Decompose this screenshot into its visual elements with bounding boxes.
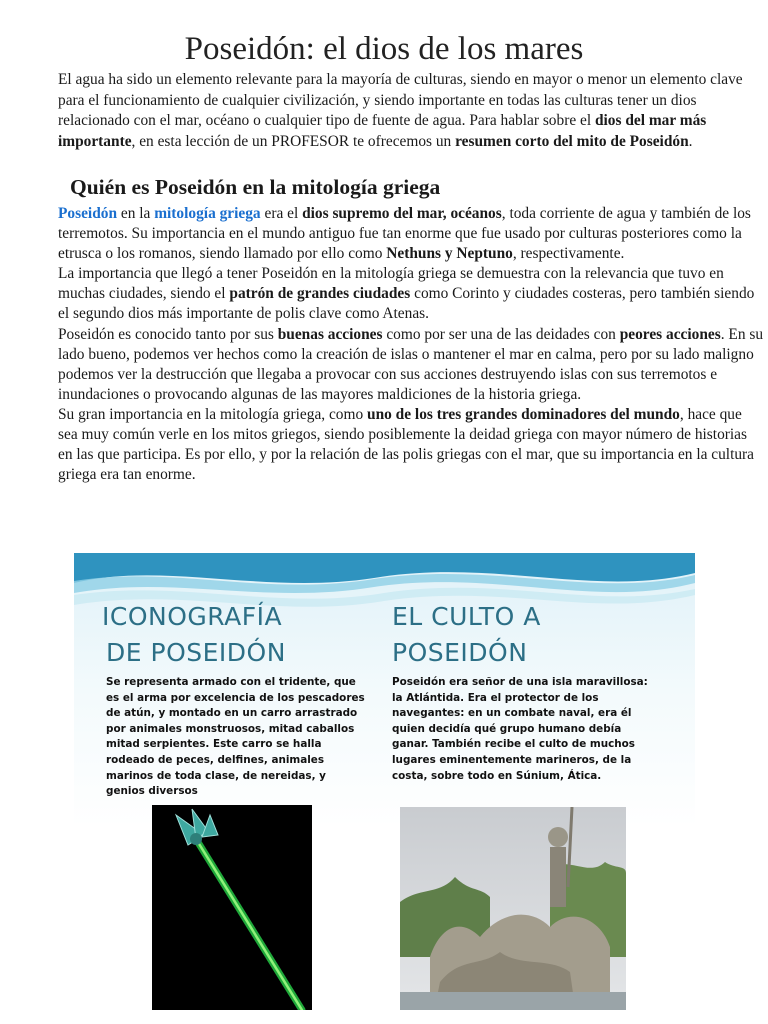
mitologia-link[interactable]: mitología griega [154,205,261,222]
section-heading: Quién es Poseidón en la mitología griega [70,175,441,199]
p2-text-2: como Corinto y ciudades costeras, pero también siendo el segundo dios más importante de polis clave como Atenas. [58,285,755,323]
p1-text-4: , respectivamente. [512,245,625,263]
page-title: Poseidón: el dios de los mares [184,31,584,67]
p3-text-3: . En su lado bueno, podemos ver hechos como la creación de islas o mantener el mar en calma, pero por su lado maligno podemos ver la destrucción que llegaba a provocar con sus acciones destruyendo islas con sus terremotos e inundaciones o provocando algunas de las mayores maldiciones de la historia griega. [58,325,764,403]
culto-heading-2: POSEIDÓN [392,638,528,667]
article-body [58,204,764,485]
p1-text-3: , toda corriente de agua y también de los terremotos. Su importancia en el mundo antiguo fue tan enorme que fue usado por culturas posteriores como la etrusca o los romanos, siendo llamado por ello como [58,205,751,263]
intro-text-3: . [688,132,693,150]
p4-bold-1: uno de los tres grandes dominadores del mundo [367,405,680,423]
intro-bold-1: dios del mar más importante [58,112,707,150]
paragraph-1 [58,204,764,264]
intro-bold-2: resumen corto del mito de Poseidón [455,132,689,150]
culto-text: Poseidón era señor de una isla maravillosa: la Atlántida. Era el protector de los navegantes: en un combate naval, era él quien decidía qué grupo humano debía ganar. También recibe el culto de muchos lugares eminentemente marineros, de la costa, sobre todo en Súnium, Ática. [392,676,648,782]
p3-text-2: como por ser una de las deidades con [382,325,620,343]
p2-bold-1: patrón de grandes ciudades [229,285,411,303]
paragraph-2 [58,264,764,324]
p1-bold-1: dios supremo del mar, océanos [302,205,502,222]
iconografia-text: Se representa armado con el tridente, que es el arma por excelencia de los pescadores de atún, y montado en un carro arrastrado por animales monstruosos, mitad caballos mitad serpientes. Este carro se halla rodeado de peces, delfines, animales marinos de toda clase, de nereidas, y genios diversos [106,676,365,798]
p1-bold-2: Nethuns y Neptuno [386,245,513,263]
p4-text-1: Su gran importancia en la mitología griega, como [58,405,368,423]
p1-text-1: en la [117,205,155,222]
trident-image [152,805,312,1010]
intro-text-1: El agua ha sido un elemento relevante para la mayoría de culturas, siendo en mayor o menor un elemento clave para el funcionamiento de cualquier civilización, y siendo importante en todas las culturas tener un dios relacionado con el mar, océano o cualquier tipo de fuente de agua. Para hablar sobre el [58,71,743,129]
poseidon-link[interactable]: Poseidón [58,205,118,222]
p3-bold-1: buenas acciones [277,325,383,343]
iconografia-heading-1: ICONOGRAFÍA [102,602,283,631]
iconografia-heading-2: DE POSEIDÓN [106,638,286,667]
intro-paragraph [58,70,758,152]
paragraph-3 [58,325,764,405]
info-slide-image [74,553,695,1010]
intro-text-2: , en esta lección de un PROFESOR te ofrecemos un [131,132,456,150]
p2-text-1: La importancia que llegó a tener Poseidón en la mitología griega se demuestra con la relevancia que tuvo en muchas ciudades, siendo el [58,265,724,303]
p1-text-2: era el [260,205,303,222]
paragraph-4 [58,405,764,485]
p4-text-2: , hace que sea muy común verle en los mitos griegos, siendo posiblemente la deidad griega con mayor número de historias en las que participa. Es por ello, y por la relación de las polis griegas con el mar, que su importancia en la cultura griega era tan enorme. [58,405,754,484]
poseidon-fountain-photo [400,807,626,1010]
culto-heading-1: EL CULTO A [392,602,541,631]
p3-text-1: Poseidón es conocido tanto por sus [58,325,278,343]
p3-bold-2: peores acciones [619,325,721,343]
